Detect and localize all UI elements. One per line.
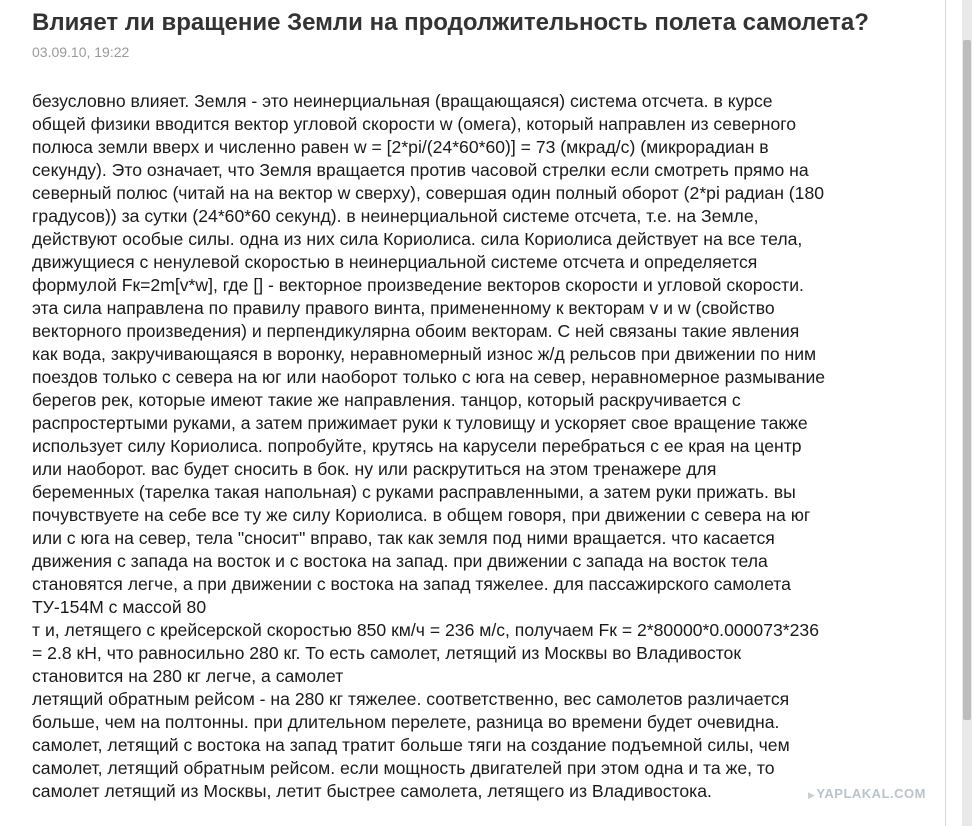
body-line: берегов рек, которые имеют такие же направления. танцор, который раскручивается с (32, 390, 741, 410)
body-line: = 2.8 кН, что равносильно 280 кг. То есть самолет, летящий из Москвы во Владивосток (32, 643, 742, 663)
body-line: векторного произведения) и перпендикулярна обоим векторам. С ней связаны такие явления (32, 321, 800, 341)
body-line: формулой Fк=2m[v*w], где [] - векторное произведение векторов скорости и угловой скорости. (32, 275, 804, 295)
body-line: секунду). Это означает, что Земля вращается против часовой стрелки если смотреть прямо на (32, 160, 809, 180)
watermark-text: YAPLAKAL.COM (816, 786, 926, 801)
body-line: почувствуете на себе все ту же силу Кориолиса. в общем говоря, при движении с севера на юг (32, 505, 811, 525)
body-line: действуют особые силы. одна из них сила Кориолиса. сила Кориолиса действует на все тела, (32, 229, 803, 249)
watermark (808, 786, 926, 801)
body-line: полюса земли вверх и численно равен w = [2*pi/(24*60*60)] = 73 (мкрад/с) (микрорадиан в (32, 137, 769, 157)
watermark-arrow-icon: ▶ (808, 790, 816, 800)
content-border (945, 0, 946, 826)
body-line: становится на 280 кг легче, а самолет (32, 666, 344, 686)
post-body (32, 90, 952, 803)
body-line: движения с запада на восток и с востока на запад. при движении с запада на восток тела (32, 551, 768, 571)
post-date: 03.09.10, 19:22 (32, 44, 130, 60)
body-line: летящий обратным рейсом - на 280 кг тяжелее. соответственно, вес самолетов различается (32, 689, 790, 709)
body-line: как вода, закручивающаяся в воронку, неравномерный износ ж/д рельсов при движении по ним (32, 344, 817, 364)
body-line: градусов)) за сутки (24*60*60 секунд). в неинерциальной системе отсчета, т.е. на Земле, (32, 206, 759, 226)
body-line: использует силу Кориолиса. попробуйте, крутясь на карусели перебраться с ее края на центр (32, 436, 802, 456)
scrollbar-thumb[interactable] (963, 40, 971, 720)
body-line: поездов только с севера на юг или наоборот только с юга на север, неравномерное размывание (32, 367, 826, 387)
body-line: северный полюс (читай на на вектор w сверху), совершая один полный оборот (2*pi радиан (180 (32, 183, 825, 203)
post-title: Влияет ли вращение Земли на продолжительность полета самолета? (32, 9, 869, 36)
body-line: эта сила направлена по правилу правого винта, примененному к векторам v и w (свойство (32, 298, 775, 318)
body-line: самолет летящий из Москвы, летит быстрее самолета, летящего из Владивостока. (32, 781, 712, 801)
body-line: беременных (тарелка такая напольная) с руками расправленными, а затем руки прижать. вы (32, 482, 796, 502)
body-line: или с юга на север, тела "сносит" вправо, так как земля под ними вращается. что касается (32, 528, 775, 548)
body-line: самолет, летящий с востока на запад тратит больше тяги на создание подъемной силы, чем (32, 735, 790, 755)
body-line: безусловно влияет. Земля - это неинерциальная (вращающаяся) система отсчета. в курсе (32, 91, 773, 111)
body-line: движущиеся с ненулевой скоростью в неинерциальной системе отсчета и определяется (32, 252, 758, 272)
body-line: ТУ-154М с массой 80 (32, 597, 207, 617)
body-line: самолет, летящий обратным рейсом. если мощность двигателей при этом одна и та же, то (32, 758, 775, 778)
body-line: общей физики вводится вектор угловой скорости w (омега), который направлен из северного (32, 114, 797, 134)
body-line: становятся легче, а при движении с востока на запад тяжелее. для пассажирского самолета (32, 574, 791, 594)
body-line: т и, летящего с крейсерской скоростью 850 км/ч = 236 м/с, получаем Fк = 2*80000*0.000073*236 (32, 620, 819, 640)
scrollbar[interactable] (962, 0, 972, 826)
body-line: распростертыми руками, а затем прижимает руки к туловищу и ускоряет свое вращение также (32, 413, 808, 433)
body-line: или наоборот. вас будет сносить в бок. ну или раскрутиться на этом тренажере для (32, 459, 717, 479)
body-line: больше, чем на полтонны. при длительном перелете, разница во времени будет очевидна. (32, 712, 780, 732)
